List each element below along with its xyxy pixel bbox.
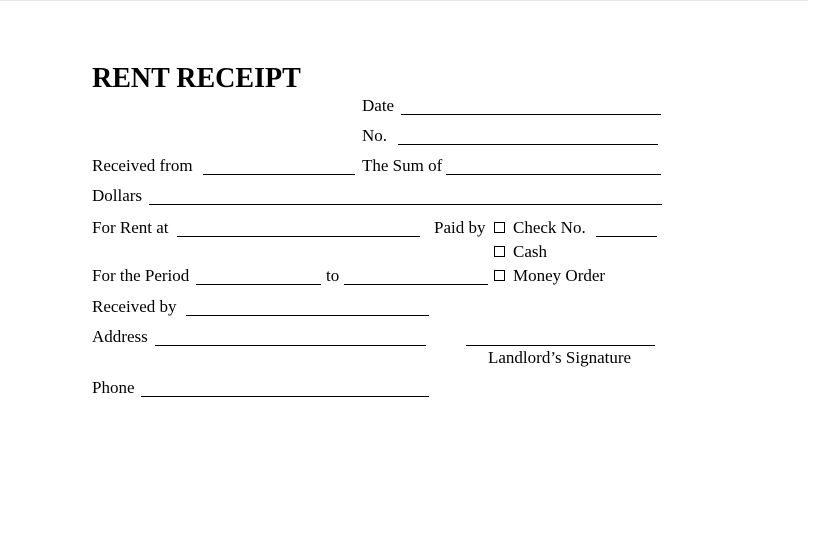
signature-line[interactable]: [466, 345, 655, 346]
check-number-line[interactable]: [596, 236, 657, 237]
rent-at-line[interactable]: [177, 236, 420, 237]
cash-label: Cash: [513, 242, 547, 261]
sum-of-label: The Sum of: [362, 156, 443, 175]
dollars-line[interactable]: [149, 204, 662, 205]
received-from-label: Received from: [92, 156, 193, 175]
period-end-line[interactable]: [344, 284, 488, 285]
received-by-label: Received by: [92, 297, 177, 316]
received-by-line[interactable]: [186, 315, 429, 316]
receipt-number-line[interactable]: [398, 144, 658, 145]
phone-label: Phone: [92, 378, 135, 397]
receipt-number-label: No.: [362, 126, 388, 145]
date-label: Date: [362, 96, 395, 115]
dollars-label: Dollars: [92, 186, 143, 205]
paid-by-label: Paid by: [434, 218, 486, 237]
check-checkbox[interactable]: [494, 222, 505, 233]
top-border: [0, 0, 808, 1]
period-to-label: to: [326, 266, 340, 285]
sum-of-line[interactable]: [446, 174, 661, 175]
phone-line[interactable]: [141, 396, 429, 397]
money-order-checkbox[interactable]: [494, 270, 505, 281]
signature-caption: Landlord’s Signature: [488, 348, 632, 367]
address-line[interactable]: [155, 345, 426, 346]
rent-at-label: For Rent at: [92, 218, 169, 237]
received-from-line[interactable]: [203, 174, 355, 175]
money-order-label: Money Order: [513, 266, 606, 285]
cash-checkbox[interactable]: [494, 246, 505, 257]
check-label: Check No.: [513, 218, 586, 237]
page-title: RENT RECEIPT: [92, 63, 301, 94]
date-line[interactable]: [401, 114, 661, 115]
period-start-line[interactable]: [196, 284, 321, 285]
period-label: For the Period: [92, 266, 190, 285]
address-label: Address: [92, 327, 148, 346]
